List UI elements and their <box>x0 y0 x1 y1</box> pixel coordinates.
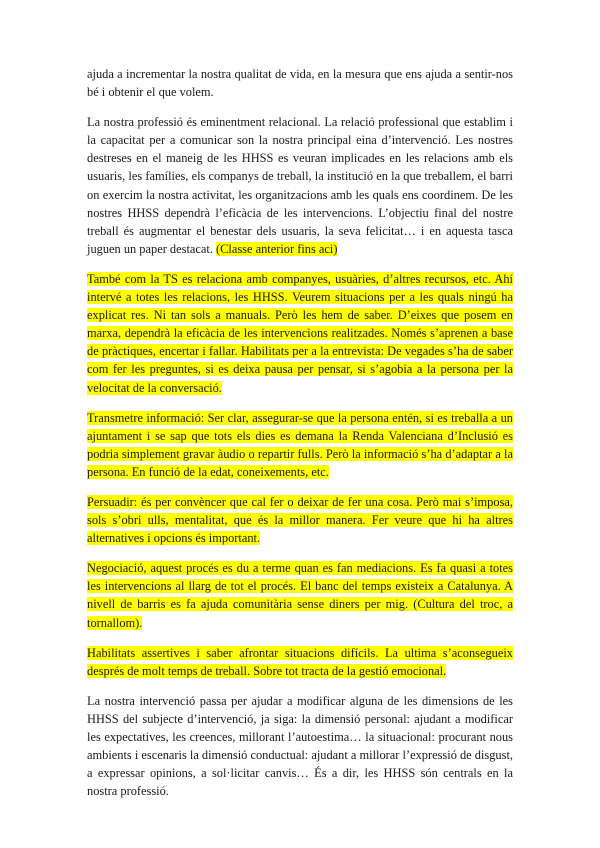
paragraph-text: ajuda a incrementar la nostra qualitat de vida, en la mesura que ens ajuda a sentir-nos bé i obtenir el que volem. <box>87 67 513 100</box>
highlighted-text: Persuadir: és per convèncer que cal fer o deixar de fer una cosa. Però mai s’imposa, sols s’obri ulls, mentalitat, que és la millor manera. Fer veure que hi ha altres alternatives i opcions és important. <box>87 494 513 546</box>
paragraph-transmit-information <box>87 409 513 481</box>
paragraph-continuation <box>87 65 513 101</box>
paragraph-text: La nostra professió és eminentment relacional. La relació professional que establim i la capacitat per a comunicar son la nostra principal eina d’intervenció. Les nostres destreses en el maneig de les HHSS es veuran implicades en les relacions amb els usuaris, les famílies, els companys de treball, la institució en la que treballem, el barri on exercim la nostra activitat, les organitzacions amb les quals ens coordinem. De les nostres HHSS dependrà l’eficàcia de les intervencions. L’objectiu final del nostre treball és augmentar el benestar dels usuaris, la seva felicitat… i en aquesta tasca juguen un paper destacat. <box>87 115 513 256</box>
highlighted-text: També com la TS es relaciona amb companyes, usuàries, d’altres recursos, etc. Ahí intervé a totes les relacions, les HHSS. Veurem situacions per a les quals ningú ha explicat res. Ni tan sols a manuals. Però les hem de saber. D’eixes que posem en marxa, dependrà la eficàcia de les intervencions realitzades. Només s’aprenen a base de pràctiques, encertar i fallar. Habilitats per a la entrevista: De vegades s’ha de saber com fer les preguntes, si es deixa pausa per pensar, si s’agobia a la persona per la velocitat de la conversació. <box>87 271 513 395</box>
highlighted-text: Transmetre informació: Ser clar, assegurar-se que la persona entén, si es treballa a un ajuntament i se sap que tots els dies es demana la Renda Valenciana d’Inclusió es podria simplement gravar àudio o repartir fulls. Però la informació s’ha d’adaptar a la persona. En funció de la edat, coneixements, etc. <box>87 410 513 479</box>
highlighted-text: Habilitats assertives i saber afrontar situacions difícils. La ultima s’aconsegueix després de molt temps de treball. Sobre tot tracta de la gestió emocional. <box>87 645 513 678</box>
paragraph-text: La nostra intervenció passa per ajudar a modificar alguna de les dimensions de les HHSS del subjecte d’intervenció, ja siga: la dimensió personal: ajudant a modificar les expectatives, les creences, millorant l’autoestima… la situacional: procurant nous ambients i escenaris la dimensió conductual: ajudant a millorar l’expressió de disgust, a expressar opinions, a sol·licitar canvis… És a dir, les HHSS són centrals en la nostra professió. <box>87 693 513 799</box>
paragraph-negotiation <box>87 559 513 631</box>
paragraph-intervention-dimensions <box>87 692 513 801</box>
paragraph-relational-profession <box>87 113 513 258</box>
paragraph-persuade <box>87 493 513 547</box>
paragraph-assertive-skills <box>87 644 513 680</box>
highlighted-note: (Classe anterior fins aci) <box>216 241 338 256</box>
highlighted-text: Negociació, aquest procés es du a terme quan es fan mediacions. Es fa quasi a totes les intervencions al llarg de tot el procés. El banc del temps existeix a Catalunya. A nivell de barris es fa ajuda comunitària sense diners per mig. (Cultura del troc, a tornallom). <box>87 561 513 630</box>
paragraph-ts-relations <box>87 270 513 397</box>
